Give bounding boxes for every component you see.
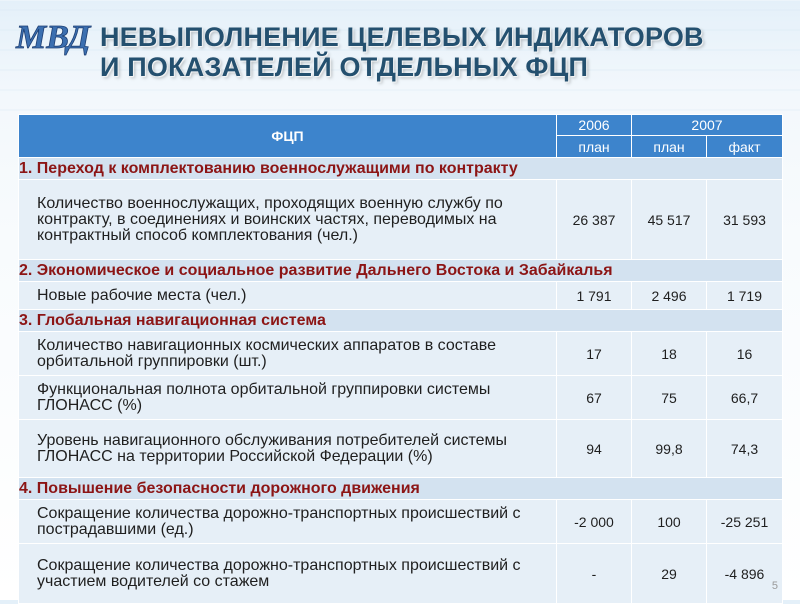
table-row (19, 376, 783, 420)
header-fcp: ФЦП (19, 115, 557, 158)
header-row-years (19, 115, 783, 136)
value-plan-2006: 67 (557, 376, 632, 420)
indicator-name: Количество военнослужащих, проходящих военную службу по контракту, в соединениях и воинских частях, переводимых на контрактный способ комплектования (чел.) (19, 180, 557, 260)
table-row (19, 500, 783, 544)
value-plan-2007: 45 517 (632, 180, 707, 260)
section-row (19, 260, 783, 282)
svg-text:МВД: МВД (16, 19, 91, 56)
header-plan-2006: план (557, 136, 632, 158)
slide-number: 5 (771, 580, 778, 592)
value-plan-2006: 94 (557, 420, 632, 478)
mvd-logo (12, 12, 92, 68)
header-plan-2007: план (632, 136, 707, 158)
value-plan-2006: 17 (557, 332, 632, 376)
value-fact-2007: -4 896 (707, 544, 783, 604)
value-fact-2007: 31 593 (707, 180, 783, 260)
table-row (19, 180, 783, 260)
section-title: 1. Переход к комплектованию военнослужащими по контракту (19, 158, 783, 180)
value-fact-2007: 16 (707, 332, 783, 376)
value-plan-2006: 1 791 (557, 282, 632, 310)
value-plan-2006: -2 000 (557, 500, 632, 544)
value-plan-2007: 75 (632, 376, 707, 420)
value-plan-2007: 100 (632, 500, 707, 544)
indicator-name: Новые рабочие места (чел.) (19, 282, 557, 310)
section-title: 4. Повышение безопасности дорожного движения (19, 478, 783, 500)
indicator-name: Количество навигационных космических аппаратов в составе орбитальной группировки (шт.) (19, 332, 557, 376)
indicator-name: Сокращение количества дорожно-транспортных происшествий с пострадавшими (ед.) (19, 500, 557, 544)
indicator-name: Сокращение количества дорожно-транспортных происшествий с участием водителей со стажем (19, 544, 557, 604)
section-row (19, 310, 783, 332)
indicator-name: Уровень навигационного обслуживания потребителей системы ГЛОНАСС на территории Российской Федерации (%) (19, 420, 557, 478)
header-year-2006: 2006 (557, 115, 632, 136)
value-fact-2007: -25 251 (707, 500, 783, 544)
section-title: 3. Глобальная навигационная система (19, 310, 783, 332)
value-plan-2006: - (557, 544, 632, 604)
value-plan-2007: 99,8 (632, 420, 707, 478)
page-title (100, 22, 790, 82)
indicator-name: Функциональная полнота орбитальной группировки системы ГЛОНАСС (%) (19, 376, 557, 420)
value-fact-2007: 74,3 (707, 420, 783, 478)
table-row (19, 544, 783, 604)
value-plan-2007: 18 (632, 332, 707, 376)
fcp-table (18, 114, 783, 604)
title-line-1: НЕВЫПОЛНЕНИЕ ЦЕЛЕВЫХ ИНДИКАТОРОВ (100, 22, 704, 52)
section-row (19, 478, 783, 500)
value-fact-2007: 66,7 (707, 376, 783, 420)
section-row (19, 158, 783, 180)
table-row (19, 332, 783, 376)
title-line-2: И ПОКАЗАТЕЛЕЙ ОТДЕЛЬНЫХ ФЦП (100, 52, 589, 82)
section-title: 2. Экономическое и социальное развитие Дальнего Востока и Забайкалья (19, 260, 783, 282)
value-plan-2006: 26 387 (557, 180, 632, 260)
value-plan-2007: 29 (632, 544, 707, 604)
header-year-2007: 2007 (632, 115, 783, 136)
header-fact-2007: факт (707, 136, 783, 158)
table-row (19, 282, 783, 310)
value-fact-2007: 1 719 (707, 282, 783, 310)
value-plan-2007: 2 496 (632, 282, 707, 310)
table-row (19, 420, 783, 478)
